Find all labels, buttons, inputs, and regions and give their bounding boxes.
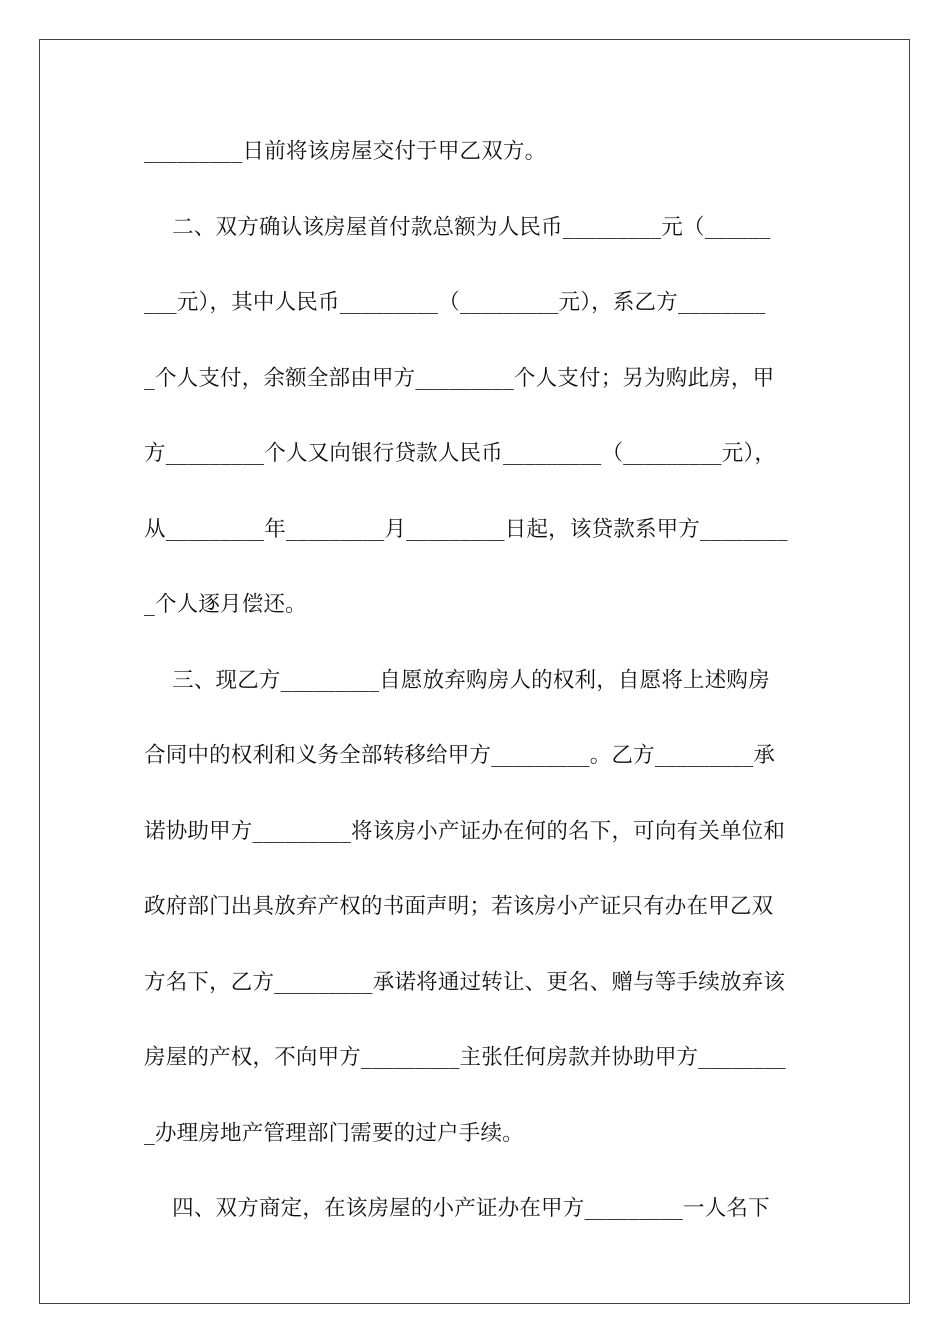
text-line: 方名下，乙方_________承诺将通过转让、更名、赠与等手续放弃该 [144,969,786,995]
text-line: 三、现乙方_________自愿放弃购房人的权利，自愿将上述购房 [144,667,770,693]
text-line: _________日前将该房屋交付于甲乙双方。 [144,139,547,164]
text-line: 诺协助甲方_________将该房小产证办在何的名下，可向有关单位和 [144,818,786,844]
text-line: _办理房地产管理部门需要的过户手续。 [144,1120,524,1146]
text-line: ___元），其中人民币_________（_________元），系乙方________ [144,290,766,315]
text-line: 政府部门出具放弃产权的书面声明；若该房小产证只有办在甲乙双 [144,894,774,919]
document-body [144,127,804,1260]
text-line: _个人逐月偿还。 [144,592,307,617]
text-line: 二、双方确认该房屋首付款总额为人民币_________元（______ [144,214,771,240]
text-line: 房屋的产权，不向甲方_________主张任何房款并协助甲方________ [144,1045,786,1070]
text-line: 合同中的权利和义务全部转移给甲方_________。乙方_________承 [144,743,776,768]
text-line: 四、双方商定，在该房屋的小产证办在甲方_________一人名下 [144,1196,770,1221]
text-line: 从_________年_________月_________日起，该贷款系甲方________ [144,516,788,542]
text-line: _个人支付，余额全部由甲方_________个人支付；另为购此房，甲 [144,365,775,391]
text-line: 方_________个人又向银行贷款人民币_________（_________元）， [144,441,777,466]
